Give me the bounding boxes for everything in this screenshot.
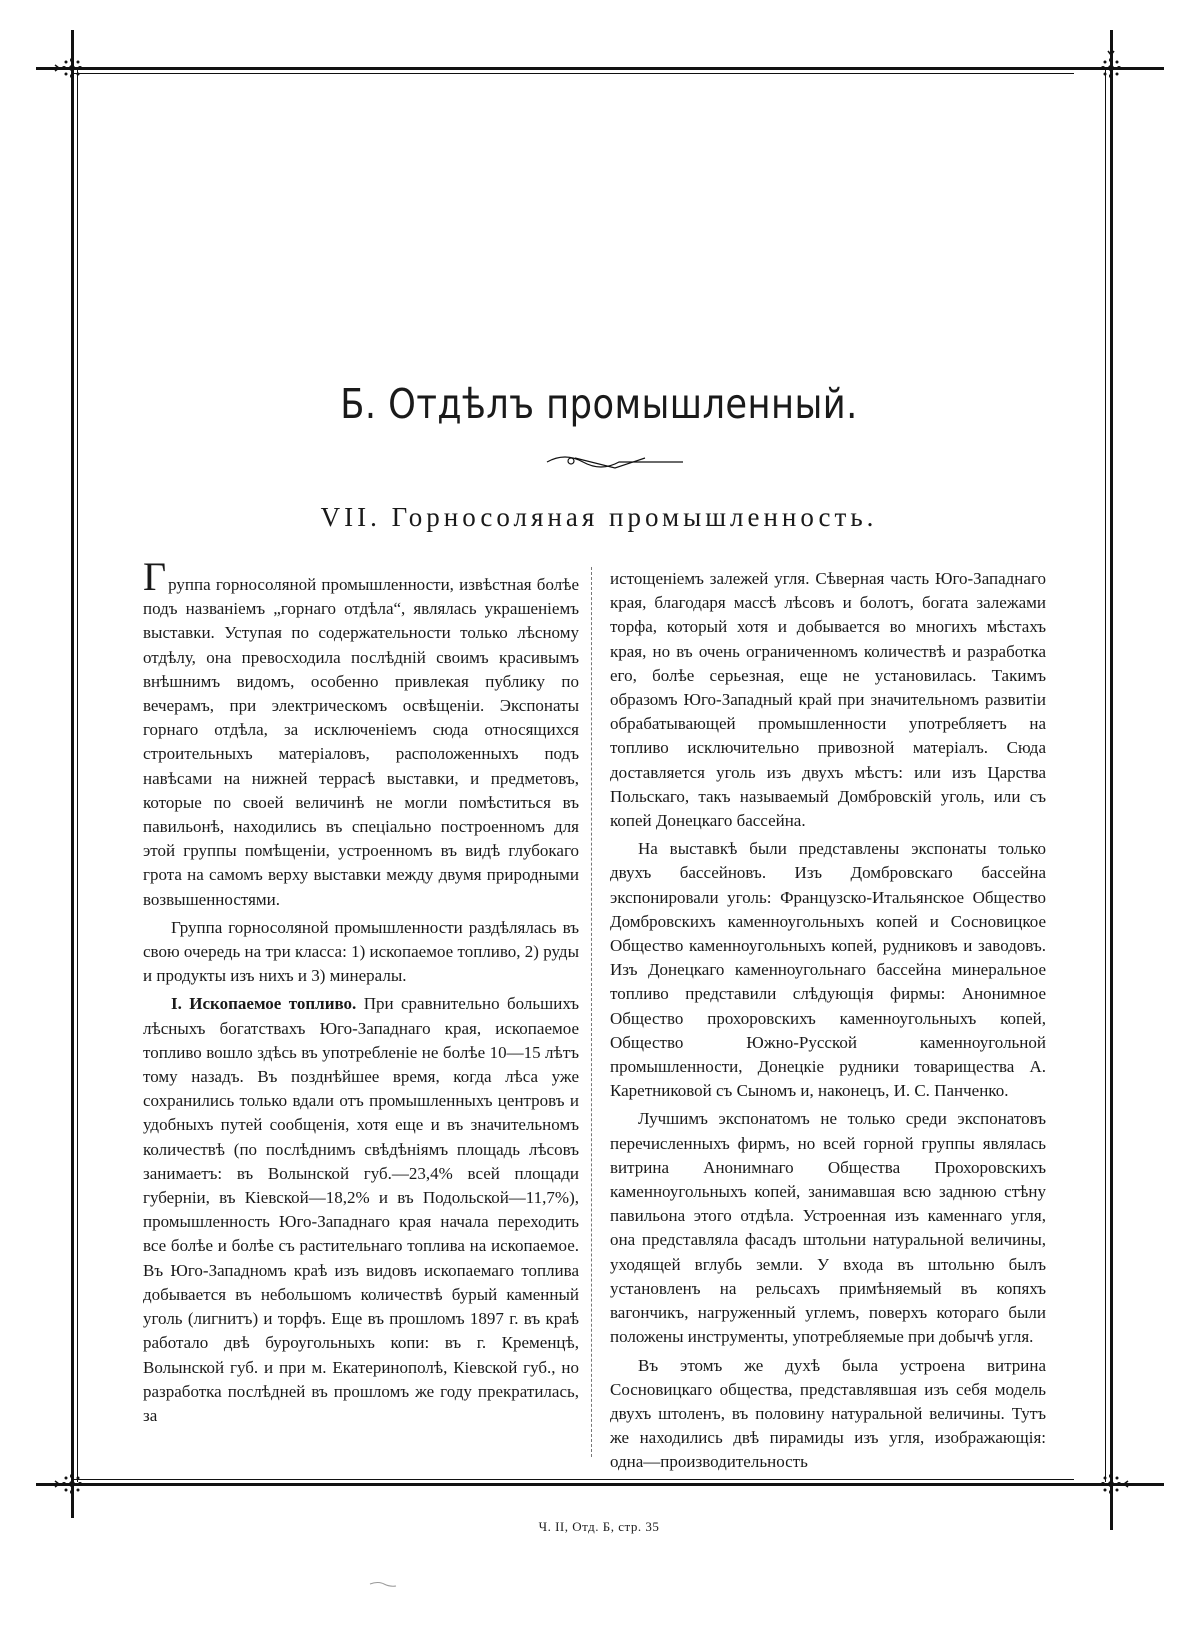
frame-left-inner-line (77, 70, 78, 1482)
frame-top-line (36, 67, 1164, 70)
paragraph-best-exhibit: Лучшимъ экспонатомъ не только среди экспонатовъ перечисленныхъ фирмъ, но всей горной группы являлась витрина Анонимнаго Общества Прохоровскихъ каменноугольныхъ копей, занимавшая всю заднюю стѣну павильона этого отдѣла. Устроенная изъ каменнаго угля, она представляла фасадъ штольни натуральной величины, уходящей вглубь земли. У входа въ штольню былъ установленъ на рельсахъ примѣняемый въ копяхъ вагончикъ, нагруженный углемъ, поверхъ котораго были положены инструменты, употребляемые при добычѣ угля. (610, 1109, 1046, 1347)
flourish-ornament (545, 448, 685, 476)
scan-mark (368, 1580, 398, 1588)
page-footer: Ч. II, Отд. Б, стр. 35 (538, 1519, 660, 1534)
frame-left-line (71, 30, 74, 1518)
drop-cap: Г (143, 554, 167, 599)
paragraph-sosnovice: Въ этомъ же духѣ была устроена витрина Сосновицкаго общества, представлявшая изъ себя модель двухъ штоленъ, въ половину натуральной величины. Тутъ же находились двѣ пирамиды изъ угля, изображающія: одна—производительность (610, 1355, 1046, 1472)
corner-ornament-bottom-left (49, 1461, 95, 1507)
chapter-title: VII. Горносоляная промышленность. (320, 502, 878, 532)
frame-right-inner-line (1105, 70, 1106, 1482)
paragraph-fossil-fuel: I. Ископаемое топливо. При сравнительно большихъ лѣсныхъ богатствахъ Юго-Западнаго края, ископаемое топливо вошло здѣсь въ употребленіе не болѣе 10—15 лѣтъ тому назадъ. Въ позднѣйшее время, когда лѣса уже сохранились только вдали отъ промышленныхъ центровъ и удобныхъ путей сообщенія, хотя еще и въ значительномъ количествѣ (по послѣднимъ свѣдѣніямъ площадь лѣсовъ занимаетъ: въ Волынской губ.—23,4% всей площади губерніи, въ Кіевской—18,2% и въ Подольской—11,7%), промышленность Юго-Западнаго края начала переходить все болѣе и болѣе съ растительнаго топлива на ископаемое. Въ Юго-Западномъ краѣ изъ видовъ ископаемаго топлива добывается въ небольшомъ количествѣ бурый каменный уголь (лигнитъ) и торфъ. Еще въ прошломъ 1897 г. въ краѣ работало двѣ буроугольныхъ копи: въ г. Кременцѣ, Волынской губ. и при м. Екатеринополѣ, Кіевской губ., но разработка послѣдней въ прошломъ же году прекратилась, за (143, 994, 579, 1425)
left-column (143, 554, 579, 1432)
frame-top-inner-line (72, 73, 1074, 74)
paragraph-intro: Группа горносоляной промышленности, извѣстная болѣе подъ названіемъ „горнаго отдѣла“, являлась украшеніемъ выставки. Уступая по содержательности только лѣсному отдѣлу, она превосходила послѣдній своимъ красивымъ внѣшнимъ видомъ, особенно привлекая публику по вечерамъ, при электрическомъ освѣщеніи. Экспонаты горнаго отдѣла, за исключеніемъ сюда относящихся строительныхъ матеріаловъ, расположенныхъ подъ навѣсами на нижней террасѣ выставки, и предметовъ, которые по своей величинѣ не могли помѣститься въ павильонѣ, находились въ спеціально построенномъ для этой группы помѣщеніи, устроенномъ въ видѣ глубокаго грота на самомъ верху выставки между двумя природными возвышенностями. (143, 554, 579, 909)
frame-bottom-line (36, 1483, 1164, 1486)
section-title: Б. Отдѣлъ промышленный. (340, 380, 858, 428)
corner-ornament-top-right (1088, 45, 1134, 91)
frame-bottom-inner-line (72, 1479, 1074, 1480)
paragraph-exhibitors: На выставкѣ были представлены экспонаты только двухъ бассейновъ. Изъ Домбровскаго бассейна экспонировали уголь: Французско-Итальянское Общество Домбровскихъ каменноугольныхъ копей и Сосновицкое Общество каменноугольныхъ копей, рудниковъ и заводовъ. Изъ Донецкаго каменноугольнаго бассейна минеральное топливо представили слѣдующія фирмы: Анонимное Общество прохоровскихъ каменноугольныхъ копей, Общество Южно-Русской каменноугольной промышленности, Донецкіе рудники товарищества А. Каретниковой съ Сыномъ и, наконецъ, И. С. Панченко. (610, 839, 1046, 1101)
right-column (610, 567, 1046, 1479)
corner-ornament-bottom-right (1088, 1461, 1134, 1507)
section-lead: I. Ископаемое топливо. (171, 994, 357, 1014)
paragraph-classes: Группа горносоляной промышленности раздѣлялась въ свою очередь на три класса: 1) ископаемое топливо, 2) руды и продукты изъ нихъ и 3) минералы. (143, 917, 579, 986)
paragraph-continuation: истощеніемъ залежей угля. Сѣверная часть Юго-Западнаго края, благодаря массѣ лѣсовъ и болотъ, богата залежами торфа, который хотя и добывается во многихъ мѣстахъ края, но въ очень ограниченномъ количествѣ и разработка его, болѣе серьезная, еще не установилась. Такимъ образомъ Юго-Западный край при значительномъ развитіи обрабатывающей промышленности употребляетъ на топливо исключительно привозной матеріалъ. Сюда доставляется уголь изъ двухъ мѣстъ: или изъ Царства Польскаго, такъ называемый Домбровскій уголь, или съ копей Донецкаго бассейна. (610, 569, 1046, 831)
frame-right-line (1110, 30, 1113, 1530)
column-separator (591, 567, 592, 1457)
corner-ornament-top-left (49, 45, 95, 91)
